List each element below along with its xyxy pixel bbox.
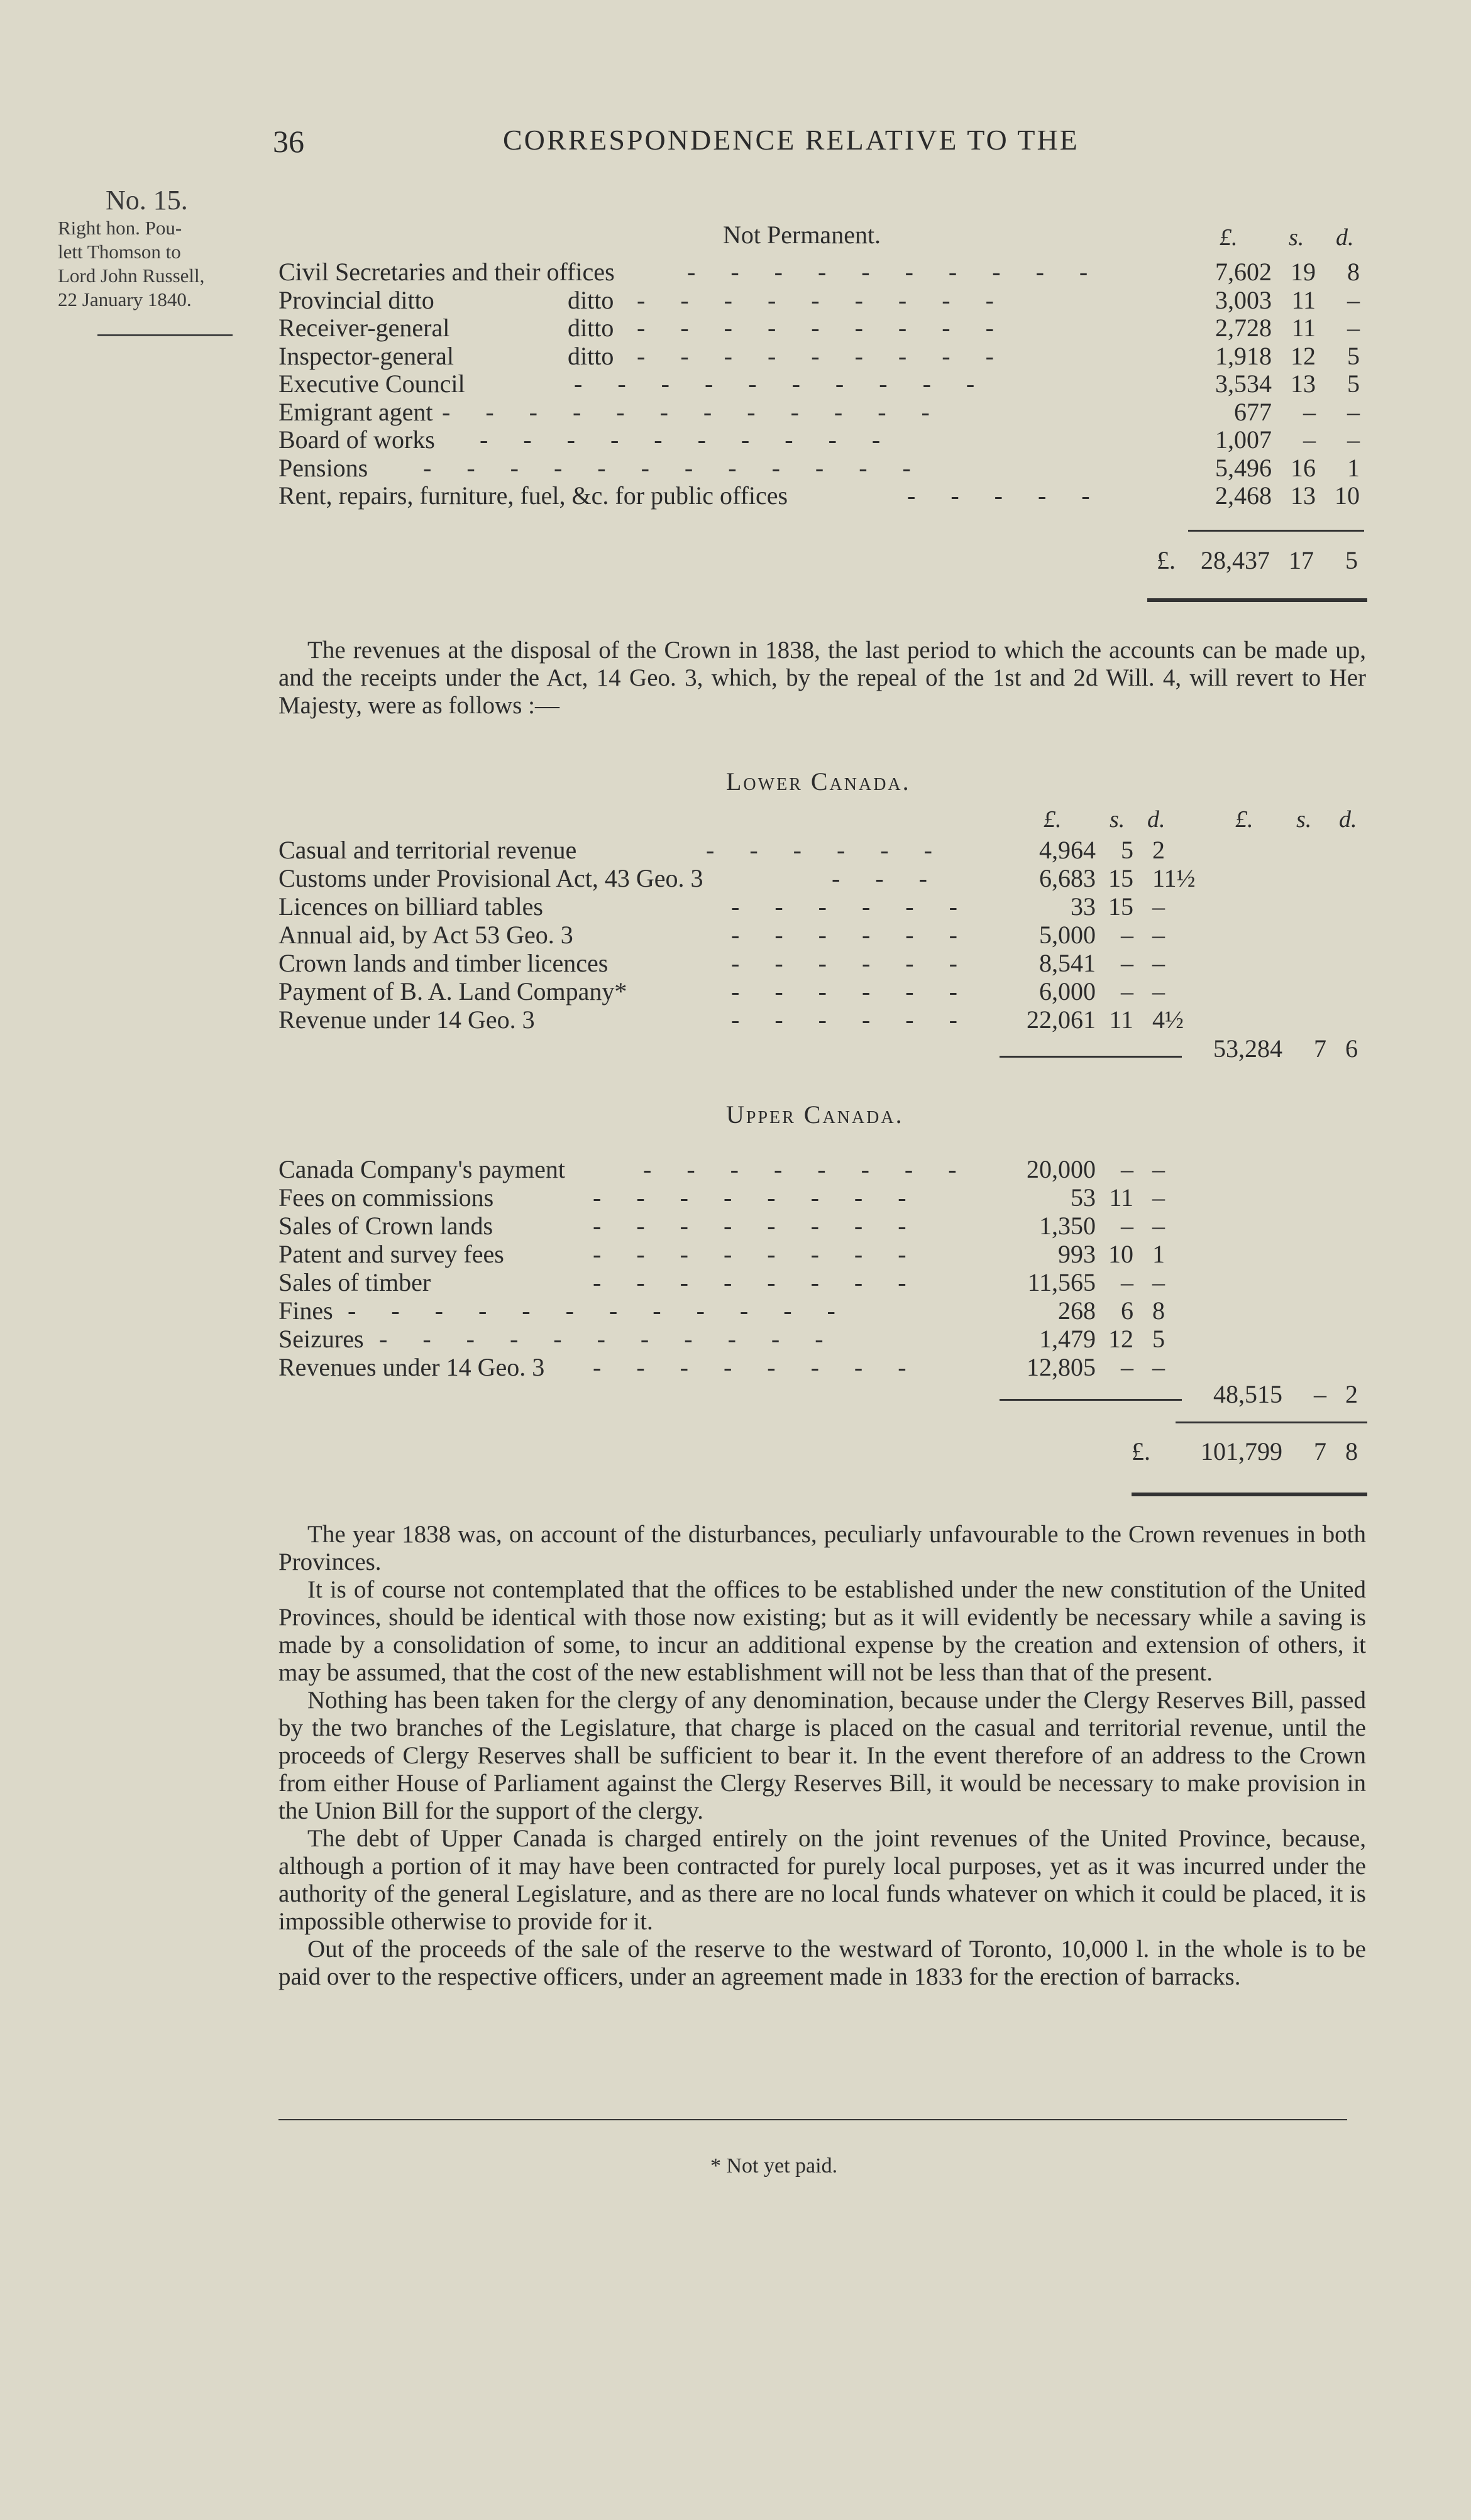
footnote: * Not yet paid. bbox=[710, 2154, 838, 2178]
row-pence: – bbox=[1347, 314, 1360, 342]
total-pence: 5 bbox=[1345, 546, 1358, 574]
row-shillings: 19 bbox=[1291, 258, 1316, 286]
row-pounds: 22,061 bbox=[1027, 1005, 1096, 1034]
row-pence: – bbox=[1152, 1183, 1165, 1212]
row-pence: – bbox=[1347, 286, 1360, 314]
uc-subtotal-pence: 2 bbox=[1345, 1380, 1358, 1408]
row-shillings: – bbox=[1121, 949, 1133, 977]
row-pounds: 11,565 bbox=[1027, 1268, 1096, 1296]
leader-dashes: - - - - - - - - bbox=[593, 1183, 906, 1212]
row-ditto: ditto bbox=[568, 314, 614, 342]
lc-col-pence: d. bbox=[1147, 806, 1165, 833]
row-pounds: 5,496 bbox=[1215, 454, 1272, 482]
footnote-divider bbox=[278, 2119, 1347, 2120]
leader-dashes: - - - - - - - - bbox=[643, 1155, 957, 1183]
row-shillings: 11 bbox=[1291, 314, 1316, 342]
leader-dashes: - - - - - - - - bbox=[593, 1240, 906, 1268]
total-pounds: 28,437 bbox=[1201, 546, 1270, 574]
row-pence: 5 bbox=[1152, 1325, 1165, 1353]
row-label: Receiver-general bbox=[278, 314, 450, 342]
grand-total-rule bbox=[1176, 1422, 1367, 1423]
table-row bbox=[278, 864, 1372, 893]
row-shillings: – bbox=[1121, 1353, 1133, 1381]
row-pence: – bbox=[1152, 1212, 1165, 1240]
leader-dashes: - - - - - - bbox=[731, 949, 957, 977]
grand-total-double-rule bbox=[1132, 1493, 1367, 1496]
row-shillings: – bbox=[1121, 1212, 1133, 1240]
row-label: Sales of timber bbox=[278, 1268, 431, 1296]
grand-total-pence: 8 bbox=[1345, 1437, 1358, 1465]
row-pence: 5 bbox=[1347, 370, 1360, 398]
row-pence: 8 bbox=[1347, 258, 1360, 286]
row-shillings: – bbox=[1121, 1268, 1133, 1296]
row-shillings: – bbox=[1121, 1155, 1133, 1183]
row-pence: – bbox=[1347, 425, 1360, 454]
row-pounds: 268 bbox=[1058, 1296, 1096, 1325]
row-pence: 11½ bbox=[1152, 864, 1196, 892]
paragraph: Nothing has been taken for the clergy of any denomination, because under the Clergy Reserves Bill, passed by the two branches of the Legislature, that charge is placed on the casual and territorial revenue, until the proceeds of Clergy Reserves shall be sufficient to bear it. In the event therefore of an address to the Crown from either House of Parliament against the Clergy Reserves Bill, it would be necessary to make provision in the Union Bill for the support of the clergy. bbox=[278, 1687, 1366, 1824]
row-label: Fees on commissions bbox=[278, 1183, 494, 1212]
row-label: Board of works bbox=[278, 425, 435, 454]
uc-subtotal-rule bbox=[1000, 1399, 1182, 1401]
table-row bbox=[278, 1325, 1372, 1354]
leader-dashes: - - - - - - - - - bbox=[637, 314, 994, 342]
table-row bbox=[278, 342, 1372, 371]
leader-dashes: - - - - - - bbox=[731, 977, 957, 1005]
row-pounds: 3,534 bbox=[1215, 370, 1272, 398]
total-rule bbox=[1188, 530, 1364, 532]
row-pence: 5 bbox=[1347, 342, 1360, 370]
row-pounds: 993 bbox=[1058, 1240, 1096, 1268]
row-label: Civil Secretaries and their offices bbox=[278, 258, 615, 286]
page-title: CORRESPONDENCE RELATIVE TO THE bbox=[503, 124, 1079, 156]
grand-total-currency: £. bbox=[1132, 1437, 1150, 1465]
leader-dashes: - - - - - - bbox=[731, 1005, 957, 1034]
row-pounds: 12,805 bbox=[1027, 1353, 1096, 1381]
table-row bbox=[278, 1240, 1372, 1269]
row-pence: 4½ bbox=[1152, 1005, 1184, 1034]
col-header-shillings: s. bbox=[1289, 224, 1304, 251]
row-pounds: 33 bbox=[1071, 892, 1096, 921]
leader-dashes: - - - - - - - - - - bbox=[574, 370, 975, 398]
row-shillings: 15 bbox=[1108, 864, 1133, 892]
lc-col-shillings-2: s. bbox=[1296, 806, 1312, 833]
margin-note-number: No. 15. bbox=[106, 185, 188, 216]
upper-canada-heading: Upper Canada. bbox=[726, 1100, 904, 1129]
lc-subtotal-shillings: 7 bbox=[1314, 1034, 1326, 1063]
row-pence: 10 bbox=[1335, 481, 1360, 510]
row-pence: 1 bbox=[1347, 454, 1360, 482]
row-label: Annual aid, by Act 53 Geo. 3 bbox=[278, 921, 573, 949]
table-row bbox=[278, 425, 1372, 454]
table-row bbox=[278, 1155, 1372, 1184]
row-shillings: 12 bbox=[1108, 1325, 1133, 1353]
row-label: Canada Company's payment bbox=[278, 1155, 565, 1183]
lower-canada-heading: Lower Canada. bbox=[726, 767, 911, 796]
row-pence: – bbox=[1152, 1268, 1165, 1296]
row-ditto: ditto bbox=[568, 286, 614, 314]
leader-dashes: - - - - - - - - - bbox=[637, 342, 994, 370]
intro-paragraph: The revenues at the disposal of the Crown in 1838, the last period to which the accounts can be made up, and the receipts under the Act, 14 Geo. 3, which, by the repeal of the 1st and 2d Will. 4, will revert to Her Majesty, were as follows :— bbox=[278, 637, 1366, 719]
row-shillings: 12 bbox=[1291, 342, 1316, 370]
row-label: Pensions bbox=[278, 454, 368, 482]
leader-dashes: - - - - - - - - - - - - bbox=[442, 398, 930, 426]
uc-subtotal-shillings: – bbox=[1314, 1380, 1326, 1408]
row-shillings: – bbox=[1121, 977, 1133, 1005]
leader-dashes: - - - - - - - - - - bbox=[687, 258, 1088, 286]
row-label: Rent, repairs, furniture, fuel, &c. for public offices bbox=[278, 481, 788, 510]
margin-note-line: Lord John Russell, bbox=[58, 265, 205, 287]
row-label: Crown lands and timber licences bbox=[278, 949, 609, 977]
margin-note bbox=[58, 185, 272, 312]
table-row bbox=[278, 1212, 1372, 1241]
row-pounds: 1,479 bbox=[1039, 1325, 1096, 1353]
row-pounds: 1,918 bbox=[1215, 342, 1272, 370]
lc-col-pence-2: d. bbox=[1339, 806, 1357, 833]
leader-dashes: - - - - - - - - bbox=[593, 1212, 906, 1240]
row-shillings: 16 bbox=[1291, 454, 1316, 482]
row-label: Revenue under 14 Geo. 3 bbox=[278, 1005, 535, 1034]
row-pounds: 5,000 bbox=[1039, 921, 1096, 949]
row-label: Emigrant agent bbox=[278, 398, 433, 426]
total-double-rule bbox=[1147, 598, 1367, 602]
row-shillings: 11 bbox=[1109, 1005, 1133, 1034]
paragraph: The debt of Upper Canada is charged entirely on the joint revenues of the United Province, because, although a portion of it may have been contracted for purely local purposes, yet as it was incurred under the authority of the general Legislature, and as there are no local funds whatever on which it could be placed, it is impossible otherwise to provide for it. bbox=[278, 1825, 1366, 1935]
lc-subtotal-pounds: 53,284 bbox=[1213, 1034, 1282, 1063]
margin-note-line: Right hon. Pou- bbox=[58, 217, 182, 239]
col-header-pounds: £. bbox=[1220, 224, 1238, 251]
row-shillings: 13 bbox=[1291, 370, 1316, 398]
leader-dashes: - - - - - - - - - - - - bbox=[348, 1296, 835, 1325]
row-pence: – bbox=[1152, 1155, 1165, 1183]
row-shillings: 5 bbox=[1121, 836, 1133, 864]
row-pounds: 20,000 bbox=[1027, 1155, 1096, 1183]
row-label: Executive Council bbox=[278, 370, 465, 398]
leader-dashes: - - - - - - - - bbox=[593, 1353, 906, 1381]
row-pence: – bbox=[1152, 892, 1165, 921]
row-ditto: ditto bbox=[568, 342, 614, 370]
row-shillings: – bbox=[1303, 425, 1316, 454]
row-pence: – bbox=[1152, 1353, 1165, 1381]
row-label: Fines bbox=[278, 1296, 333, 1325]
row-shillings: – bbox=[1303, 398, 1316, 426]
table-row bbox=[278, 286, 1372, 315]
row-pounds: 8,541 bbox=[1039, 949, 1096, 977]
table-row bbox=[278, 949, 1372, 978]
uc-subtotal-pounds: 48,515 bbox=[1213, 1380, 1282, 1408]
row-pounds: 7,602 bbox=[1215, 258, 1272, 286]
table-row bbox=[278, 1353, 1372, 1382]
leader-dashes: - - - - - - bbox=[706, 836, 932, 864]
row-pounds: 2,468 bbox=[1215, 481, 1272, 510]
table-row bbox=[278, 370, 1372, 398]
table-row bbox=[278, 1268, 1372, 1297]
row-pounds: 6,000 bbox=[1039, 977, 1096, 1005]
leader-dashes: - - - - - - - - - - - bbox=[379, 1325, 824, 1353]
row-pence: – bbox=[1347, 398, 1360, 426]
row-label: Provincial ditto bbox=[278, 286, 434, 314]
row-label: Seizures bbox=[278, 1325, 364, 1353]
table-row bbox=[278, 921, 1372, 950]
row-shillings: 6 bbox=[1121, 1296, 1133, 1325]
row-pounds: 677 bbox=[1234, 398, 1272, 426]
leader-dashes: - - - - - bbox=[907, 481, 1090, 510]
leader-dashes: - - - - - - - - - - bbox=[480, 425, 881, 454]
table-row bbox=[278, 836, 1372, 865]
table-row bbox=[278, 258, 1372, 287]
leader-dashes: - - - - - - bbox=[731, 921, 957, 949]
leader-dashes: - - - - - - bbox=[731, 892, 957, 921]
lc-subtotal-rule bbox=[1000, 1056, 1182, 1058]
row-label: Payment of B. A. Land Company* bbox=[278, 977, 627, 1005]
row-pounds: 3,003 bbox=[1215, 286, 1272, 314]
margin-note-line: lett Thomson to bbox=[58, 241, 181, 263]
table-row bbox=[278, 977, 1372, 1006]
margin-divider bbox=[97, 334, 233, 336]
row-label: Patent and survey fees bbox=[278, 1240, 504, 1268]
row-shillings: – bbox=[1121, 921, 1133, 949]
body-text bbox=[278, 1521, 1366, 1991]
row-pence: – bbox=[1152, 921, 1165, 949]
paragraph: It is of course not contemplated that the offices to be established under the new constitution of the United Provinces, should be identical with those now existing; but as it will evidently be necessary while a saving is made by a consolidation of some, to incur an additional expense by the creation and extension of others, it may be assumed, that the cost of the new establishment will not be less than that of the present. bbox=[278, 1576, 1366, 1686]
row-shillings: 15 bbox=[1108, 892, 1133, 921]
row-shillings: 13 bbox=[1291, 481, 1316, 510]
paragraph: The year 1838 was, on account of the disturbances, peculiarly unfavourable to the Crown revenues in both Provinces. bbox=[278, 1521, 1366, 1575]
row-pounds: 4,964 bbox=[1039, 836, 1096, 864]
page-number: 36 bbox=[273, 124, 304, 159]
lc-col-pounds-2: £. bbox=[1235, 806, 1253, 833]
leader-dashes: - - - - - - - - - bbox=[637, 286, 994, 314]
not-permanent-heading: Not Permanent. bbox=[723, 221, 881, 249]
row-pence: 1 bbox=[1152, 1240, 1165, 1268]
row-shillings: 11 bbox=[1291, 286, 1316, 314]
row-label: Casual and territorial revenue bbox=[278, 836, 577, 864]
total-currency: £. bbox=[1157, 546, 1176, 574]
col-header-pence: d. bbox=[1336, 224, 1354, 251]
table-row bbox=[278, 454, 1372, 483]
table-row bbox=[278, 1296, 1372, 1325]
lc-col-pounds: £. bbox=[1044, 806, 1062, 833]
row-shillings: 11 bbox=[1109, 1183, 1133, 1212]
grand-total-shillings: 7 bbox=[1314, 1437, 1326, 1465]
row-pence: – bbox=[1152, 977, 1165, 1005]
row-pounds: 6,683 bbox=[1039, 864, 1096, 892]
row-label: Licences on billiard tables bbox=[278, 892, 543, 921]
table-row bbox=[278, 1183, 1372, 1212]
row-pounds: 2,728 bbox=[1215, 314, 1272, 342]
leader-dashes: - - - - - - - - bbox=[593, 1268, 906, 1296]
row-pounds: 53 bbox=[1071, 1183, 1096, 1212]
leader-dashes: - - - bbox=[832, 864, 927, 892]
row-pence: – bbox=[1152, 949, 1165, 977]
lc-subtotal-pence: 6 bbox=[1345, 1034, 1358, 1063]
row-pence: 2 bbox=[1152, 836, 1165, 864]
grand-total-pounds: 101,799 bbox=[1201, 1437, 1282, 1465]
table-row bbox=[278, 314, 1372, 342]
lc-col-shillings: s. bbox=[1110, 806, 1125, 833]
row-shillings: 10 bbox=[1108, 1240, 1133, 1268]
row-pounds: 1,007 bbox=[1215, 425, 1272, 454]
leader-dashes: - - - - - - - - - - - - bbox=[423, 454, 911, 482]
row-pounds: 1,350 bbox=[1039, 1212, 1096, 1240]
row-label: Customs under Provisional Act, 43 Geo. 3 bbox=[278, 864, 703, 892]
table-row bbox=[278, 398, 1372, 427]
row-label: Revenues under 14 Geo. 3 bbox=[278, 1353, 545, 1381]
margin-note-line: 22 January 1840. bbox=[58, 288, 192, 310]
table-row bbox=[278, 1005, 1372, 1034]
row-label: Sales of Crown lands bbox=[278, 1212, 493, 1240]
row-label: Inspector-general bbox=[278, 342, 455, 370]
table-row bbox=[278, 481, 1372, 510]
paragraph: Out of the proceeds of the sale of the reserve to the westward of Toronto, 10,000 l. in the whole is to be paid over to the respective officers, under an agreement made in 1833 for the erection of barracks. bbox=[278, 1936, 1366, 1990]
table-row bbox=[278, 892, 1372, 921]
total-shillings: 17 bbox=[1289, 546, 1314, 574]
row-pence: 8 bbox=[1152, 1296, 1165, 1325]
